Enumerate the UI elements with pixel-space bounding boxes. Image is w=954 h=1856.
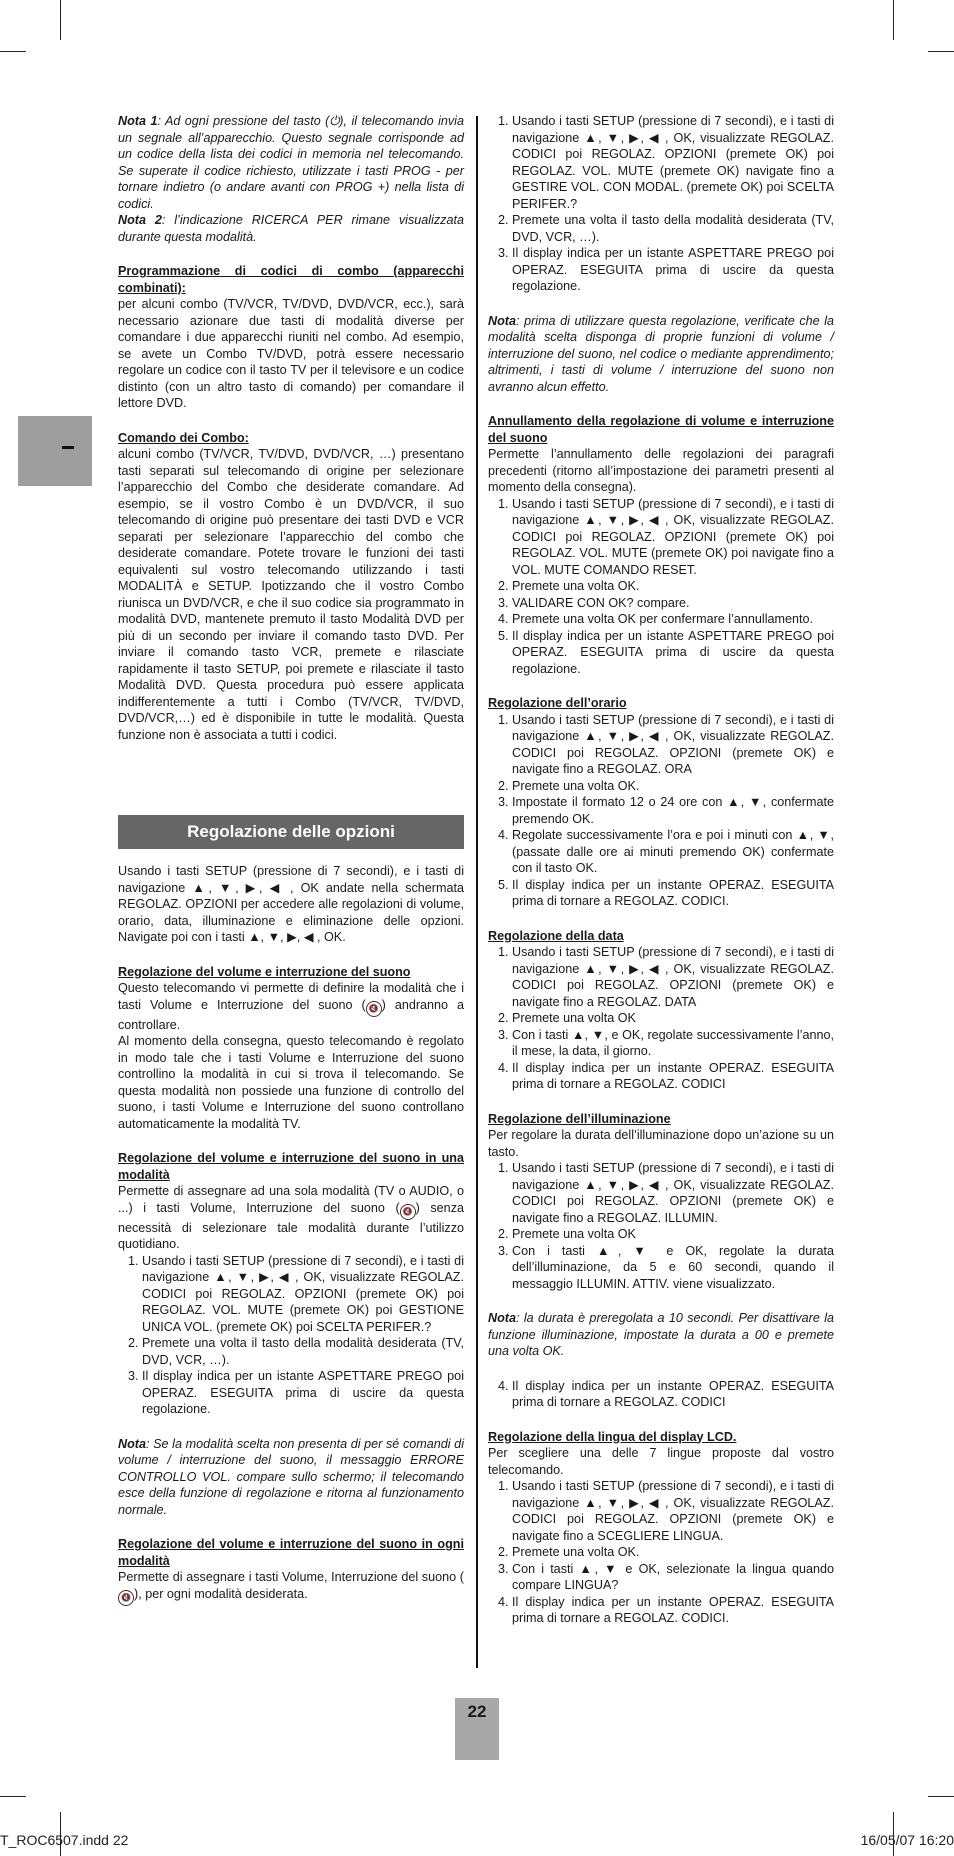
note-label: Nota bbox=[488, 313, 516, 328]
mute-icon: 🔇 bbox=[118, 1590, 134, 1606]
section-title: Annullamento della regolazione di volume e interruzione del suono bbox=[488, 414, 834, 445]
note-text: : Se la modalità scelta non presenta di per sé comandi di volume / interruzione del suono, il messaggio ERRORE CONTROLLO VOL. compare sullo schermo; il telecomando esce della funzione di regolazione e ritorna al funzionamento normale. bbox=[118, 1436, 464, 1517]
crop-mark bbox=[0, 51, 26, 52]
steps-list bbox=[488, 1160, 834, 1292]
language-side-tab bbox=[18, 416, 92, 486]
note-text: : la durata è preregolata a 10 secondi. Per disattivare la funzione illuminazione, impostate la durata a 00 e premete una volta OK. bbox=[488, 1311, 834, 1358]
list-item: 2. Premete una volta il tasto della modalità desiderata (TV, DVD, VCR, …). bbox=[142, 1335, 464, 1368]
list-item: 2. Premete una volta OK. bbox=[512, 778, 834, 795]
paragraph bbox=[118, 1569, 464, 1606]
footer-date: 16/05/07 16:20 bbox=[860, 1832, 954, 1848]
section-title: Regolazione della lingua del display LCD. bbox=[488, 1429, 737, 1444]
list-item: 1. Usando i tasti SETUP (pressione di 7 secondi), e i tasti di navigazione ▲, ▼, ▶, ◀ , OK, visualizzate REGOLAZ. CODICI poi REGOLAZ. OPZIONI (premete OK) e navigate fino a REGOLAZ. ILLUMIN. bbox=[512, 1160, 834, 1226]
text: Questo telecomando vi permette di definire la modalità che i tasti Volume e Interruzione del suono ( bbox=[118, 981, 464, 1012]
paragraph: Permette l’annullamento delle regolazioni dei paragrafi precedenti (ritorno all’impostazione dei parametri presenti al momento della consegna). bbox=[488, 447, 834, 494]
text: ) senza necessità di selezionare tale modalità durante l’utilizzo quotidiano. bbox=[118, 1200, 464, 1251]
list-item: 1. Usando i tasti SETUP (pressione di 7 secondi), e i tasti di navigazione ▲, ▼, ▶, ◀ , OK, visualizzate REGOLAZ. CODICI poi REGOLAZ. OPZIONI (premete OK) e navigate fino a REGOLAZ. DATA bbox=[512, 944, 834, 1010]
list-item: 1. Usando i tasti SETUP (pressione di 7 secondi), e i tasti di navigazione ▲, ▼, ▶, ◀ , OK, visualizzate REGOLAZ. CODICI poi REGOLAZ. OPZIONI (premete OK) poi REGOLAZ. VOL. MUTE (premete OK) poi navigate fino a VOL. MUTE COMANDO RESET. bbox=[512, 496, 834, 579]
note-label: Nota bbox=[488, 1311, 516, 1325]
note bbox=[118, 1436, 464, 1519]
paragraph: Al momento della consegna, questo telecomando è regolato in modo tale che i tasti Volume e Interruzione del suono controllino la modalità in cui si trova il telecomando. Se questa modalità non possiede una funzione di controllo del suono, i tasti Volume e Interruzione del suono controllano automaticamente la modalità TV. bbox=[118, 1034, 464, 1131]
list-item: 1. Usando i tasti SETUP (pressione di 7 secondi), e i tasti di navigazione ▲, ▼, ▶, ◀ , OK, visualizzate REGOLAZ. CODICI poi REGOLAZ. OPZIONI (premete OK) e navigate fino a REGOLAZ. ORA bbox=[512, 712, 834, 778]
crop-mark bbox=[0, 1796, 26, 1797]
column-divider bbox=[476, 116, 478, 1668]
list-item: 4. Il display indica per un instante OPERAZ. ESEGUITA prima di tornare a REGOLAZ. CODICI bbox=[512, 1060, 834, 1093]
text: ) andranno a controllare. bbox=[118, 997, 465, 1032]
right-column bbox=[488, 113, 834, 1627]
paragraph: Per regolare la durata dell’illuminazione dopo un’azione su un tasto. bbox=[488, 1128, 834, 1159]
steps-list bbox=[488, 113, 834, 295]
page-number: 22 bbox=[455, 1698, 499, 1760]
list-item: 3. Con i tasti ▲, ▼ e OK, selezionate la lingua quando compare LINGUA? bbox=[512, 1561, 834, 1594]
text: ), per ogni modalità desiderata. bbox=[134, 1586, 308, 1601]
paragraph bbox=[118, 980, 464, 1033]
paragraph: alcuni combo (TV/VCR, TV/DVD, DVD/VCR, …) presentano tasti separati sul telecomando di origine per selezionare l’apparecchio del Combo che desiderate comandare. Ad esempio, se il vostro Combo è un DVD/VCR, il suo telecomando di origine può presentare dei tasti DVD e VCR separati per selezionare l’apparecchio del combo che desiderate comandare. Potete trovare le funzioni dei tasti equivalenti sul vostro telecomando utilizzando i tasti MODALITÀ e SETUP. Ipotizzando che il vostro Combo riunisca un DVD/VCR, e che il suo codice sia programmato in modalità DVD, mantenete premuto il tasto Modalità DVD per più di un secondo per inviare il comando tasto DVD. Per inviare il comando tasto VCR, premete e rilasciate rapidamente il tasto SETUP, poi premete e rilasciate il tasto Modalità DVD. Questa procedura può essere applicata indifferentemente a tutti i Combo (TV/VCR, TV/DVD, DVD/VCR,…) ed è disponibile in tutte le modalità. Questa funzione non è associata a tutti i codici. bbox=[118, 447, 464, 742]
note bbox=[488, 313, 834, 396]
mute-icon: 🔇 bbox=[366, 1001, 382, 1017]
note-label: Nota 1 bbox=[118, 114, 158, 128]
list-item: 4. Premete una volta OK per confermare l’annullamento. bbox=[512, 611, 834, 628]
steps-list bbox=[488, 1478, 834, 1627]
list-item: 3. Impostate il formato 12 o 24 ore con ▲, ▼, confermate premendo OK. bbox=[512, 794, 834, 827]
list-item: 3. Con i tasti ▲, ▼, e OK, regolate successivamente l’anno, il mese, la data, il giorno. bbox=[512, 1027, 834, 1060]
text: Permette di assegnare i tasti Volume, Interruzione del suono ( bbox=[118, 1570, 464, 1584]
section-title: Regolazione dell’orario bbox=[488, 696, 627, 710]
note-text: : Ad ogni pressione del tasto (⏻), il telecomando invia un segnale all’apparecchio. Questo segnale corrisponde ad un codice della lista dei codici in memoria nel telecomando. Se superate il codice richiesto, utilizzate i tasti PROG - per tornare indietro (o andare avanti con PROG +) nella lista di codici. bbox=[118, 114, 464, 211]
list-item: 3. Con i tasti ▲, ▼ e OK, regolate la durata dell’illuminazione, da 5 e 60 secondi, quando il messaggio ILLUMIN. ATTIV. viene visualizzato. bbox=[512, 1243, 834, 1293]
crop-mark bbox=[60, 0, 61, 40]
crop-mark bbox=[928, 1796, 954, 1797]
list-item: 2. Premete una volta OK. bbox=[512, 578, 834, 595]
section-title: Regolazione del volume e interruzione del suono in una modalità bbox=[118, 1151, 464, 1182]
crop-mark bbox=[893, 0, 894, 40]
steps-list bbox=[488, 1378, 834, 1411]
list-item: 1. Usando i tasti SETUP (pressione di 7 secondi), e i tasti di navigazione ▲, ▼, ▶, ◀ , OK, visualizzate REGOLAZ. CODICI poi REGOLAZ. OPZIONI (premete OK) poi REGOLAZ. VOL. MUTE (premete OK) poi GESTIONE UNICA VOL. (premete OK) poi SCELTA PERIFER.? bbox=[142, 1253, 464, 1336]
steps-list bbox=[488, 496, 834, 678]
list-item: 2. Premete una volta il tasto della modalità desiderata (TV, DVD, VCR, …). bbox=[512, 212, 834, 245]
mute-icon: 🔇 bbox=[400, 1204, 416, 1220]
note-label: Nota bbox=[118, 1436, 146, 1451]
list-item: 1. Usando i tasti SETUP (pressione di 7 secondi), e i tasti di navigazione ▲, ▼, ▶, ◀ , OK, visualizzate REGOLAZ. CODICI poi REGOLAZ. OPZIONI (premete OK) poi REGOLAZ. VOL. MUTE (premete OK) navigate fino a GESTIRE VOL. CON MODAL. (premete OK) poi SCELTA PERIFER.? bbox=[512, 113, 834, 212]
crop-mark bbox=[928, 51, 954, 52]
paragraph bbox=[118, 1183, 464, 1253]
steps-list bbox=[488, 944, 834, 1093]
section-title: Programmazione di codici di combo (apparecchi combinati): bbox=[118, 264, 464, 295]
list-item: 2. Premete una volta OK bbox=[512, 1010, 834, 1027]
list-item: 4. Regolate successivamente l’ora e poi i minuti con ▲, ▼, (passate dalle ore ai minuti premendo OK) confermate con il tasto OK. bbox=[512, 827, 834, 877]
section-title: Comando dei Combo: bbox=[118, 430, 249, 445]
note-2 bbox=[118, 212, 464, 245]
list-item: 5. Il display indica per un instante OPERAZ. ESEGUITA prima di tornare a REGOLAZ. CODICI. bbox=[512, 877, 834, 910]
paragraph: Per scegliere una delle 7 lingue proposte dal vostro telecomando. bbox=[488, 1446, 834, 1477]
section-title: Regolazione dell’illuminazione bbox=[488, 1111, 671, 1126]
footer-file: T_ROC6507.indd 22 bbox=[0, 1832, 129, 1848]
text: Permette di assegnare ad una sola modalità (TV o AUDIO, o ...) i tasti Volume, Interruzione del suono ( bbox=[118, 1184, 464, 1215]
steps-list bbox=[488, 712, 834, 910]
paragraph: Usando i tasti SETUP (pressione di 7 secondi), e i tasti di navigazione ▲, ▼, ▶, ◀ , OK andate nella schermata REGOLAZ. OPZIONI per accedere alle regolazioni di volume, orario, data, illuminazione e eliminazione delle opzioni. Navigate poi con i tasti ▲, ▼, ▶, ◀ , OK. bbox=[118, 864, 464, 944]
list-item: 3. VALIDARE CON OK? compare. bbox=[512, 595, 834, 612]
list-item: 2. Premete una volta OK. bbox=[512, 1544, 834, 1561]
note-1 bbox=[118, 113, 464, 212]
note bbox=[488, 1310, 834, 1360]
note-label: Nota 2 bbox=[118, 213, 162, 227]
list-item: 3. Il display indica per un istante ASPETTARE PREGO poi OPERAZ. ESEGUITA prima di uscire da questa regolazione. bbox=[142, 1368, 464, 1418]
section-banner: Regolazione delle opzioni bbox=[118, 815, 464, 849]
left-column bbox=[118, 113, 464, 1606]
list-item: 5. Il display indica per un istante ASPETTARE PREGO poi OPERAZ. ESEGUITA prima di uscire da questa regolazione. bbox=[512, 628, 834, 678]
section-title: Regolazione del volume e interruzione del suono in ogni modalità bbox=[118, 1537, 464, 1568]
list-item: 2. Premete una volta OK bbox=[512, 1226, 834, 1243]
note-text: : prima di utilizzare questa regolazione, verificate che la modalità scelta disponga di proprie funzioni di volume / interruzione del suono, nel codice o mediante apprendimento; altrimenti, i tasti di volume / interruzione del suono non avranno alcun effetto. bbox=[488, 313, 834, 394]
section-title: Regolazione del volume e interruzione del suono bbox=[118, 964, 411, 979]
steps-list bbox=[118, 1253, 464, 1418]
list-item: 1. Usando i tasti SETUP (pressione di 7 secondi), e i tasti di navigazione ▲, ▼, ▶, ◀ , OK, visualizzate REGOLAZ. CODICI poi REGOLAZ. OPZIONI (premete OK) e navigate fino a SCEGLIERE LINGUA. bbox=[512, 1478, 834, 1544]
list-item: 4. Il display indica per un instante OPERAZ. ESEGUITA prima di tornare a REGOLAZ. CODICI. bbox=[512, 1594, 834, 1627]
list-item: 4. Il display indica per un instante OPERAZ. ESEGUITA prima di tornare a REGOLAZ. CODICI bbox=[512, 1378, 834, 1411]
section-title: Regolazione della data bbox=[488, 928, 624, 943]
note-text: : l’indicazione RICERCA PER rimane visualizzata durante questa modalità. bbox=[118, 213, 464, 244]
list-item: 3. Il display indica per un istante ASPETTARE PREGO poi OPERAZ. ESEGUITA prima di uscire da questa regolazione. bbox=[512, 245, 834, 295]
side-tab-dash bbox=[62, 446, 74, 449]
paragraph: per alcuni combo (TV/VCR, TV/DVD, DVD/VCR, ecc.), sarà necessario azionare due tasti di modalità diverse per comandare i due apparecchi riuniti nel combo. Ad esempio, se avete un Combo TV/DVD, potrà essere necessario regolare un codice con il tasto TV per il televisore e un codice distinto (con un altro tasto di comando) per comandare il lettore DVD. bbox=[118, 297, 464, 410]
